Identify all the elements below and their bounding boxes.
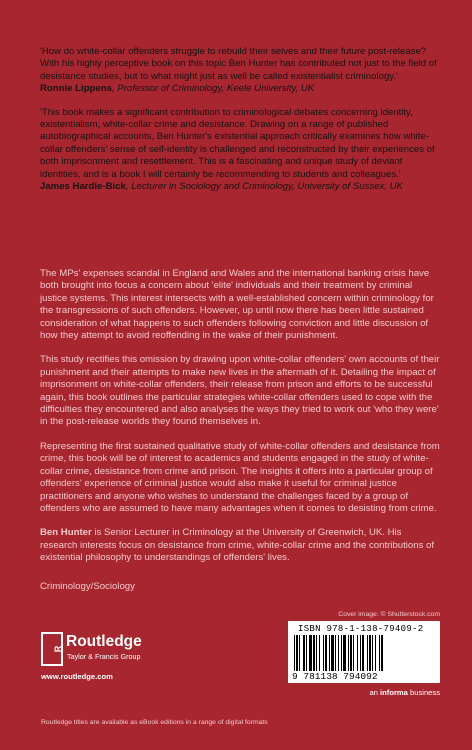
barcode-bar [299,635,300,671]
svg-text:R: R [53,645,63,653]
barcode-bar [331,635,334,671]
barcode-bar [369,635,371,671]
description-paragraph-2: This study rectifies this omission by drawing upon white-collar offenders' own accounts of their punishment and their attempts to make new lives in the aftermath of it. Detailing the impact of imprisonment on white-collar offenders, their release from prison and efforts to be successful again, this book outlines the particular strategies white-collar offenders used to cope with the difficulties they encountered and also analyses the ways they tried to work out 'who they were' in the post-release worlds they found themselves in. [40,354,440,428]
author-name: Ben Hunter [40,527,92,539]
barcode-bar [372,635,373,671]
author-bio [40,527,440,564]
description-paragraph-1: The MPs' expenses scandal in England and Wales and the international banking crisis have both brought into focus a concern about 'elite' individuals and their treatment by criminal justice systems. This interest intersects with a well-established concern within criminology for the transgressions of such offenders. However, up until now there has been little sustained consideration of what happens to such offenders following conviction and little discussion of how they attempt to avoid reoffending in the wake of their punishment. [40,268,434,342]
barcode-bars [294,635,434,671]
barcode-bar [381,635,383,671]
barcode-bar [353,635,354,671]
endorsements [40,46,440,204]
isbn-barcode [288,621,440,683]
barcode-bar [329,635,330,671]
barcode-bar [343,635,346,671]
barcode-bar [313,635,315,671]
endorser-role-1: , Professor of Criminology, Keele University, UK [111,83,315,95]
publisher-name: Routledge [66,633,142,650]
barcode-bar [323,635,324,671]
barcode-bar [375,635,376,671]
routledge-tower-icon [41,632,63,666]
barcode-bar [367,635,368,671]
subject-category: Criminology/Sociology [40,581,135,592]
book-description [40,268,440,577]
informa-suffix: business [407,688,440,697]
endorser-role-2: , Lecturer in Sociology and Criminology, University of Sussex, UK [125,181,403,193]
cover-image-credit: Cover image: © Shutterstock.com [338,611,440,618]
barcode-bar [294,635,295,671]
endorsement-attribution-1 [40,83,440,95]
barcode-bar [303,635,305,671]
endorser-name-1: Ronnie Lippens [40,83,112,95]
publisher-website: www.routledge.com [41,672,113,681]
informa-brand: informa [380,688,408,697]
endorser-name-2: James Hardie-Bick [40,181,126,193]
barcode-bar [360,635,361,671]
barcode-bar [316,635,317,671]
barcode-bar [379,635,380,671]
barcode-bar [335,635,336,671]
barcode-bar [338,635,339,671]
barcode-bar [296,635,298,671]
barcode-bar [319,635,320,671]
publisher-group: Taylor & Francis Group [67,652,141,661]
barcode-bar [306,635,307,671]
endorsement-quote-1: 'How do white-collar offenders struggle to rebuild their selves and their future post-release? With his highly perceptive book on this topic Ben Hunter has contributed not just to the field of desistance studies, but to what might just as well be called existentialist criminology.' [40,46,437,82]
endorsement-attribution-2 [40,181,440,193]
barcode-bar [348,635,349,671]
isbn-text: ISBN 978-1-138-79409-2 [298,624,424,634]
barcode-bar [341,635,342,671]
endorsement-quote-2: 'This book makes a significant contribution to criminological debates concerning identity, existentialism, white-collar crime and desistance. Drawing on a range of published autobiographical accounts, Ben Hunter's existential approach critically examines how white-collar offenders' sense of self-identity is challenged and reconstructed by their experiences of both imprisonment and resettlement. This is a fascinating and unique study of deviant identities, and is a book I will certainly be recommending to students and colleagues.' [40,106,435,180]
barcode-digits: 9 781138 794092 [292,671,378,682]
barcode-bar [309,635,312,671]
informa-business [369,688,440,697]
barcode-bar [357,635,358,671]
description-paragraph-3: Representing the first sustained qualitative study of white-collar offenders and desistance from crime, this book will be of interest to academics and students engaged in the study of white-collar crime, desistance from crime and prison. The insights it offers into a particular group of offenders' experience of criminal justice would also make it useful for criminal justice practitioners and anyone who wishes to understand the challenges faced by a group of offenders who are assumed to have many advantages when it comes to desisting from crime. [40,440,440,514]
barcode-bar [325,635,327,671]
barcode-bar [350,635,352,671]
informa-prefix: an [369,688,381,697]
ebook-note: Routledge titles are available as eBook editions in a range of digital formats [41,719,268,726]
author-bio-text: is Senior Lecturer in Criminology at the University of Greenwich, UK. His research interests focus on desistance from crime, white-collar crime and the contributions of existential philosophy to understandings of offenders' lives. [40,527,435,564]
barcode-bar [362,635,364,671]
